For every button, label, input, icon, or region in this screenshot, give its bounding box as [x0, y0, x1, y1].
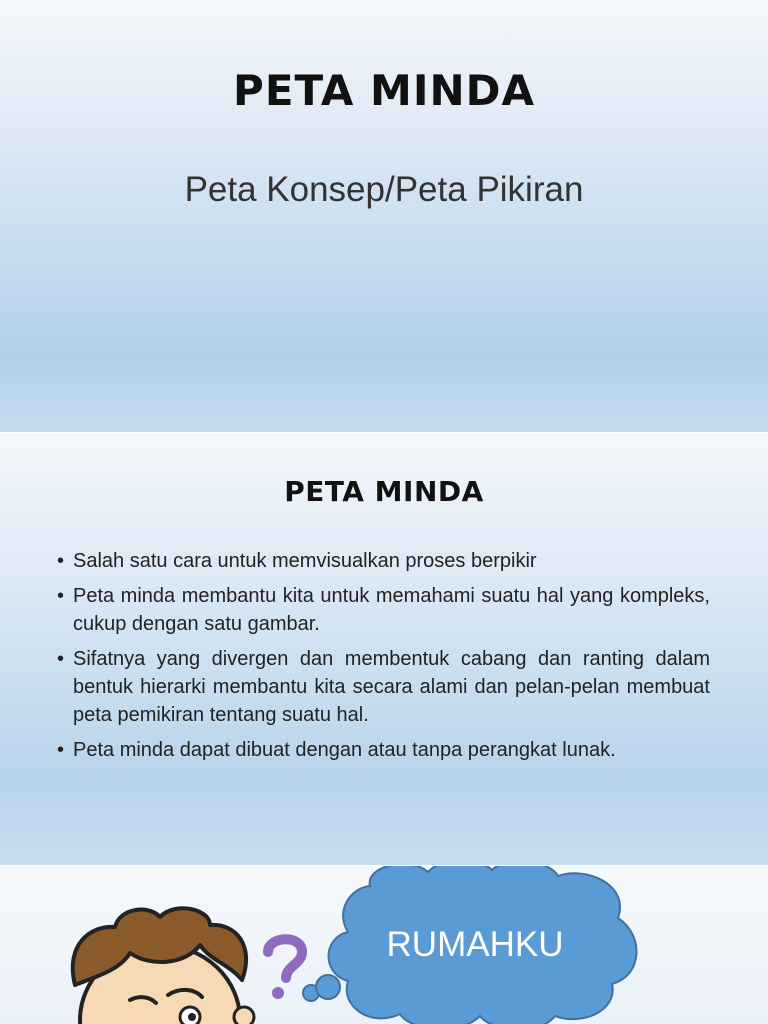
slide-1-subtitle: Peta Konsep/Peta Pikiran	[184, 170, 584, 209]
bullet-item	[55, 582, 710, 638]
bullet-list	[55, 547, 710, 771]
bullet-text: Peta minda dapat dibuat dengan atau tanpa perangkat lunak.	[73, 739, 616, 761]
slide-1-title: PETA MINDA	[233, 66, 535, 115]
slide-1	[0, 0, 768, 432]
question-mark-icon	[258, 932, 312, 1002]
bullet-text: Salah satu cara untuk memvisualkan proses berpikir	[73, 550, 537, 572]
bullet-item	[55, 547, 710, 575]
cloud-label: RUMAHKU	[386, 925, 564, 964]
bullet-text: Sifatnya yang divergen dan membentuk cabang dan ranting dalam bentuk hierarki membantu kita secara alami dan pelan-pelan membuat peta pemikiran tentang suatu hal.	[73, 648, 710, 726]
thinking-boy-icon	[60, 905, 260, 1024]
bullet-dot: •	[57, 550, 65, 572]
bullet-dot: •	[57, 585, 65, 607]
bullet-dot: •	[57, 648, 65, 670]
bullet-item	[55, 736, 710, 764]
bullet-item	[55, 645, 710, 729]
bullet-dot: •	[57, 739, 65, 761]
slide-2-title: PETA MINDA	[284, 475, 484, 508]
bullet-text: Peta minda membantu kita untuk memahami suatu hal yang kompleks, cukup dengan satu gambar.	[73, 585, 710, 635]
